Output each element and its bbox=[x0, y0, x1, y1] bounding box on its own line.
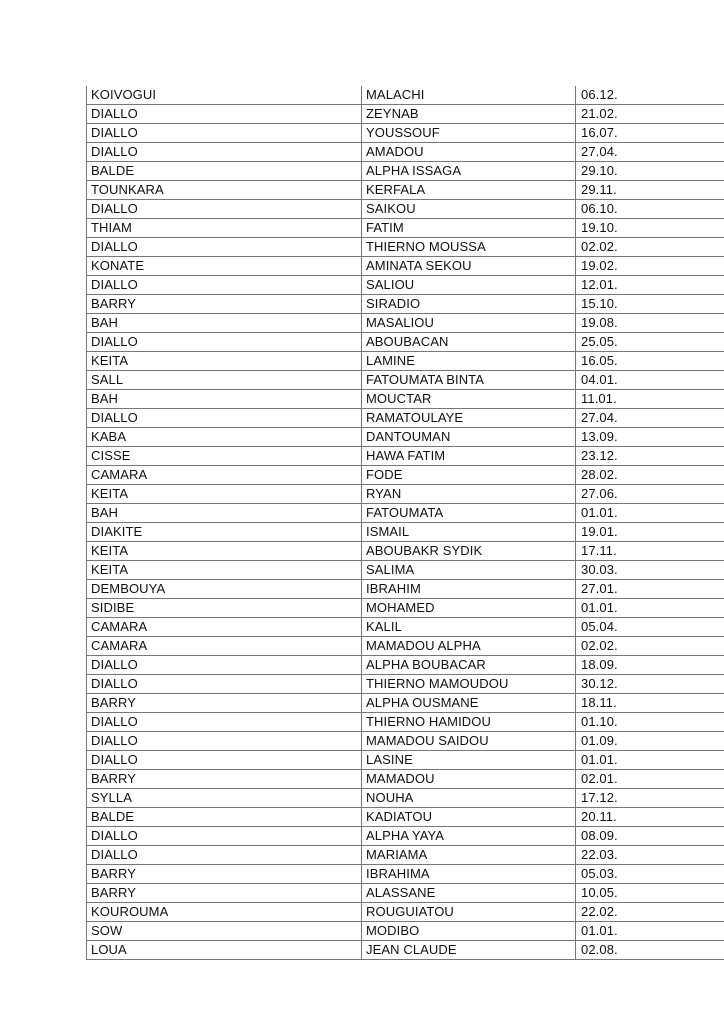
date-cell: 12.01. bbox=[576, 276, 724, 295]
date-cell: 29.11. bbox=[576, 181, 724, 200]
date-cell: 28.02. bbox=[576, 466, 724, 485]
last-name-cell: KONATE bbox=[87, 257, 362, 276]
first-name-cell: SIRADIO bbox=[362, 295, 576, 314]
table-row bbox=[87, 276, 724, 295]
table-row bbox=[87, 428, 724, 447]
date-cell: 19.08. bbox=[576, 314, 724, 333]
first-name-cell: JEAN CLAUDE bbox=[362, 941, 576, 960]
last-name-cell: DIALLO bbox=[87, 675, 362, 694]
last-name-cell: DIALLO bbox=[87, 200, 362, 219]
date-cell: 30.12. bbox=[576, 675, 724, 694]
last-name-cell: CISSE bbox=[87, 447, 362, 466]
table-row bbox=[87, 903, 724, 922]
first-name-cell: KERFALA bbox=[362, 181, 576, 200]
date-cell: 02.08. bbox=[576, 941, 724, 960]
first-name-cell: ALPHA ISSAGA bbox=[362, 162, 576, 181]
first-name-cell: ABOUBAKR SYDIK bbox=[362, 542, 576, 561]
last-name-cell: BARRY bbox=[87, 770, 362, 789]
last-name-cell: CAMARA bbox=[87, 637, 362, 656]
table-row bbox=[87, 352, 724, 371]
date-cell: 27.04. bbox=[576, 409, 724, 428]
last-name-cell: DIALLO bbox=[87, 751, 362, 770]
table-row bbox=[87, 922, 724, 941]
table-row bbox=[87, 675, 724, 694]
date-cell: 27.01. bbox=[576, 580, 724, 599]
date-cell: 05.04. bbox=[576, 618, 724, 637]
last-name-cell: LOUA bbox=[87, 941, 362, 960]
date-cell: 01.01. bbox=[576, 922, 724, 941]
first-name-cell: SAIKOU bbox=[362, 200, 576, 219]
first-name-cell: MAMADOU ALPHA bbox=[362, 637, 576, 656]
last-name-cell: SYLLA bbox=[87, 789, 362, 808]
date-cell: 15.10. bbox=[576, 295, 724, 314]
table-row bbox=[87, 637, 724, 656]
first-name-cell: DANTOUMAN bbox=[362, 428, 576, 447]
roster-table-body bbox=[87, 86, 724, 960]
last-name-cell: DIALLO bbox=[87, 846, 362, 865]
date-cell: 01.01. bbox=[576, 751, 724, 770]
table-row bbox=[87, 770, 724, 789]
last-name-cell: TOUNKARA bbox=[87, 181, 362, 200]
table-row bbox=[87, 219, 724, 238]
first-name-cell: SALIMA bbox=[362, 561, 576, 580]
table-row bbox=[87, 789, 724, 808]
first-name-cell: NOUHA bbox=[362, 789, 576, 808]
first-name-cell: KADIATOU bbox=[362, 808, 576, 827]
first-name-cell: ALPHA YAYA bbox=[362, 827, 576, 846]
table-row bbox=[87, 827, 724, 846]
last-name-cell: DIALLO bbox=[87, 656, 362, 675]
roster-table bbox=[86, 86, 724, 960]
last-name-cell: BAH bbox=[87, 504, 362, 523]
date-cell: 10.05. bbox=[576, 884, 724, 903]
first-name-cell: MOHAMED bbox=[362, 599, 576, 618]
first-name-cell: FATOUMATA BINTA bbox=[362, 371, 576, 390]
date-cell: 20.11. bbox=[576, 808, 724, 827]
first-name-cell: LASINE bbox=[362, 751, 576, 770]
table-row bbox=[87, 561, 724, 580]
first-name-cell: FATIM bbox=[362, 219, 576, 238]
last-name-cell: SOW bbox=[87, 922, 362, 941]
table-row bbox=[87, 238, 724, 257]
first-name-cell: RYAN bbox=[362, 485, 576, 504]
table-row bbox=[87, 656, 724, 675]
first-name-cell: MAMADOU SAIDOU bbox=[362, 732, 576, 751]
table-row bbox=[87, 86, 724, 105]
last-name-cell: BALDE bbox=[87, 162, 362, 181]
first-name-cell: ISMAIL bbox=[362, 523, 576, 542]
last-name-cell: BAH bbox=[87, 390, 362, 409]
last-name-cell: DEMBOUYA bbox=[87, 580, 362, 599]
date-cell: 19.10. bbox=[576, 219, 724, 238]
table-row bbox=[87, 143, 724, 162]
table-row bbox=[87, 390, 724, 409]
date-cell: 02.02. bbox=[576, 637, 724, 656]
last-name-cell: THIAM bbox=[87, 219, 362, 238]
date-cell: 16.05. bbox=[576, 352, 724, 371]
date-cell: 02.01. bbox=[576, 770, 724, 789]
date-cell: 01.01. bbox=[576, 504, 724, 523]
first-name-cell: FATOUMATA bbox=[362, 504, 576, 523]
last-name-cell: BALDE bbox=[87, 808, 362, 827]
table-row bbox=[87, 447, 724, 466]
first-name-cell: THIERNO MAMOUDOU bbox=[362, 675, 576, 694]
table-row bbox=[87, 181, 724, 200]
date-cell: 11.01. bbox=[576, 390, 724, 409]
last-name-cell: DIALLO bbox=[87, 333, 362, 352]
first-name-cell: LAMINE bbox=[362, 352, 576, 371]
date-cell: 23.12. bbox=[576, 447, 724, 466]
first-name-cell: IBRAHIM bbox=[362, 580, 576, 599]
first-name-cell: ABOUBACAN bbox=[362, 333, 576, 352]
last-name-cell: DIALLO bbox=[87, 276, 362, 295]
table-row bbox=[87, 713, 724, 732]
date-cell: 08.09. bbox=[576, 827, 724, 846]
table-row bbox=[87, 504, 724, 523]
table-row bbox=[87, 865, 724, 884]
date-cell: 05.03. bbox=[576, 865, 724, 884]
last-name-cell: DIALLO bbox=[87, 409, 362, 428]
first-name-cell: ALPHA OUSMANE bbox=[362, 694, 576, 713]
first-name-cell: MAMADOU bbox=[362, 770, 576, 789]
date-cell: 18.11. bbox=[576, 694, 724, 713]
table-row bbox=[87, 257, 724, 276]
date-cell: 17.12. bbox=[576, 789, 724, 808]
date-cell: 22.02. bbox=[576, 903, 724, 922]
table-row bbox=[87, 941, 724, 960]
table-row bbox=[87, 751, 724, 770]
last-name-cell: KEITA bbox=[87, 561, 362, 580]
table-row bbox=[87, 732, 724, 751]
last-name-cell: KOUROUMA bbox=[87, 903, 362, 922]
last-name-cell: DIAKITE bbox=[87, 523, 362, 542]
last-name-cell: DIALLO bbox=[87, 105, 362, 124]
first-name-cell: YOUSSOUF bbox=[362, 124, 576, 143]
last-name-cell: BAH bbox=[87, 314, 362, 333]
table-row bbox=[87, 580, 724, 599]
table-row bbox=[87, 200, 724, 219]
table-row bbox=[87, 485, 724, 504]
first-name-cell: ALASSANE bbox=[362, 884, 576, 903]
last-name-cell: DIALLO bbox=[87, 713, 362, 732]
last-name-cell: KEITA bbox=[87, 352, 362, 371]
first-name-cell: FODE bbox=[362, 466, 576, 485]
table-row bbox=[87, 124, 724, 143]
date-cell: 16.07. bbox=[576, 124, 724, 143]
table-row bbox=[87, 295, 724, 314]
table-row bbox=[87, 808, 724, 827]
table-row bbox=[87, 409, 724, 428]
date-cell: 22.03. bbox=[576, 846, 724, 865]
table-row bbox=[87, 466, 724, 485]
last-name-cell: BARRY bbox=[87, 694, 362, 713]
date-cell: 18.09. bbox=[576, 656, 724, 675]
last-name-cell: KEITA bbox=[87, 542, 362, 561]
table-row bbox=[87, 162, 724, 181]
table-row bbox=[87, 599, 724, 618]
table-row bbox=[87, 523, 724, 542]
date-cell: 13.09. bbox=[576, 428, 724, 447]
table-row bbox=[87, 846, 724, 865]
date-cell: 29.10. bbox=[576, 162, 724, 181]
last-name-cell: CAMARA bbox=[87, 466, 362, 485]
last-name-cell: DIALLO bbox=[87, 827, 362, 846]
table-row bbox=[87, 618, 724, 637]
first-name-cell: MODIBO bbox=[362, 922, 576, 941]
first-name-cell: ZEYNAB bbox=[362, 105, 576, 124]
first-name-cell: AMINATA SEKOU bbox=[362, 257, 576, 276]
first-name-cell: MASALIOU bbox=[362, 314, 576, 333]
date-cell: 02.02. bbox=[576, 238, 724, 257]
first-name-cell: THIERNO HAMIDOU bbox=[362, 713, 576, 732]
date-cell: 06.10. bbox=[576, 200, 724, 219]
date-cell: 17.11. bbox=[576, 542, 724, 561]
first-name-cell: AMADOU bbox=[362, 143, 576, 162]
first-name-cell: MOUCTAR bbox=[362, 390, 576, 409]
date-cell: 19.02. bbox=[576, 257, 724, 276]
date-cell: 01.09. bbox=[576, 732, 724, 751]
table-row bbox=[87, 542, 724, 561]
date-cell: 30.03. bbox=[576, 561, 724, 580]
date-cell: 01.01. bbox=[576, 599, 724, 618]
date-cell: 19.01. bbox=[576, 523, 724, 542]
last-name-cell: SALL bbox=[87, 371, 362, 390]
last-name-cell: KOIVOGUI bbox=[87, 86, 362, 105]
table-row bbox=[87, 371, 724, 390]
last-name-cell: BARRY bbox=[87, 865, 362, 884]
first-name-cell: KALIL bbox=[362, 618, 576, 637]
last-name-cell: DIALLO bbox=[87, 238, 362, 257]
date-cell: 25.05. bbox=[576, 333, 724, 352]
date-cell: 21.02. bbox=[576, 105, 724, 124]
last-name-cell: KEITA bbox=[87, 485, 362, 504]
table-row bbox=[87, 694, 724, 713]
first-name-cell: SALIOU bbox=[362, 276, 576, 295]
last-name-cell: BARRY bbox=[87, 295, 362, 314]
date-cell: 27.06. bbox=[576, 485, 724, 504]
table-row bbox=[87, 314, 724, 333]
first-name-cell: ALPHA BOUBACAR bbox=[362, 656, 576, 675]
last-name-cell: DIALLO bbox=[87, 124, 362, 143]
first-name-cell: MARIAMA bbox=[362, 846, 576, 865]
date-cell: 01.10. bbox=[576, 713, 724, 732]
date-cell: 04.01. bbox=[576, 371, 724, 390]
first-name-cell: HAWA FATIM bbox=[362, 447, 576, 466]
table-row bbox=[87, 884, 724, 903]
first-name-cell: IBRAHIMA bbox=[362, 865, 576, 884]
table-row bbox=[87, 105, 724, 124]
date-cell: 06.12. bbox=[576, 86, 724, 105]
first-name-cell: ROUGUIATOU bbox=[362, 903, 576, 922]
first-name-cell: MALACHI bbox=[362, 86, 576, 105]
first-name-cell: THIERNO MOUSSA bbox=[362, 238, 576, 257]
last-name-cell: BARRY bbox=[87, 884, 362, 903]
table-row bbox=[87, 333, 724, 352]
last-name-cell: SIDIBE bbox=[87, 599, 362, 618]
first-name-cell: RAMATOULAYE bbox=[362, 409, 576, 428]
date-cell: 27.04. bbox=[576, 143, 724, 162]
last-name-cell: DIALLO bbox=[87, 143, 362, 162]
last-name-cell: CAMARA bbox=[87, 618, 362, 637]
last-name-cell: KABA bbox=[87, 428, 362, 447]
last-name-cell: DIALLO bbox=[87, 732, 362, 751]
